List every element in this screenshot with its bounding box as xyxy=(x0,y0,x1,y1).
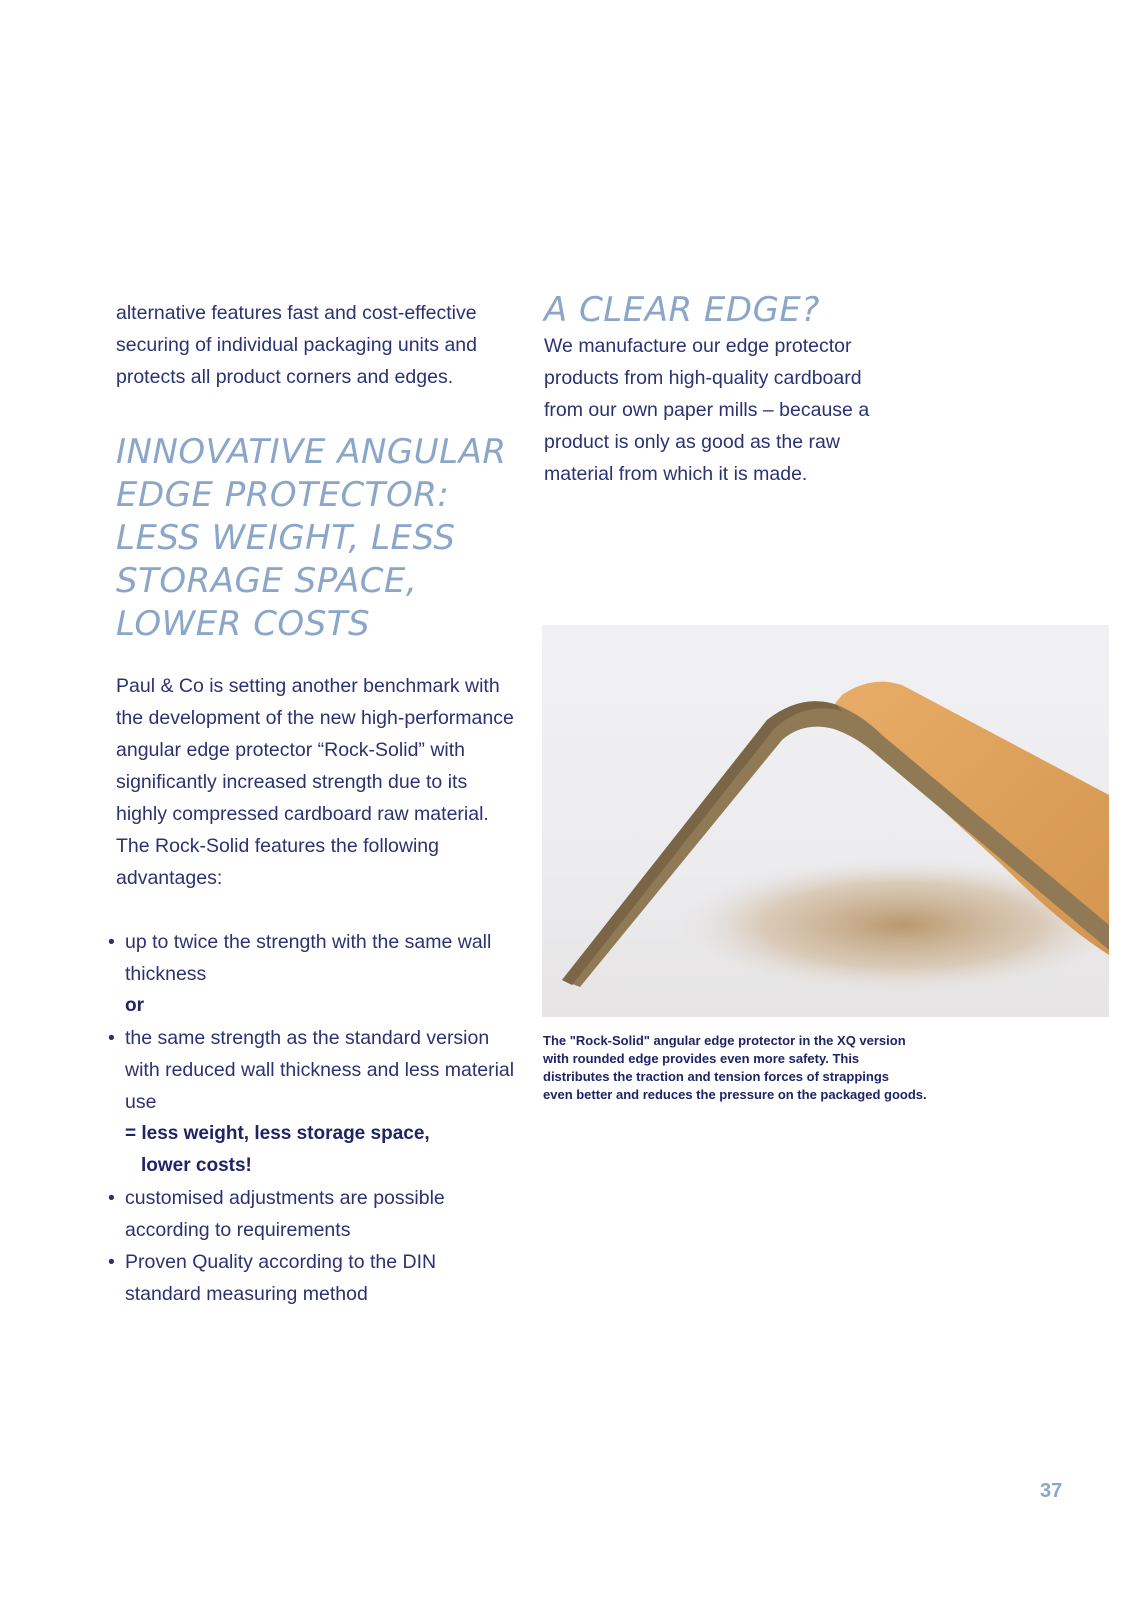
innovative-heading: INNOVATIVE ANGULAR EDGE PROTECTOR: LESS WEIGHT, LESS STORAGE SPACE, LOWER COSTS xyxy=(116,432,507,644)
edge-protector-photo xyxy=(542,625,1109,1017)
intro-paragraph: alternative features fast and cost-effective securing of individual packaging units and protects all product corners and edges. xyxy=(116,302,477,388)
page-number: 37 xyxy=(1040,1480,1063,1502)
bullet-text: the same strength as the standard version with reduced wall thickness and less material use xyxy=(125,1027,515,1113)
list-item xyxy=(108,926,516,990)
bullet-icon: • xyxy=(108,1187,115,1209)
clear-edge-heading: A CLEAR EDGE? xyxy=(544,290,820,330)
edge-protector-illustration xyxy=(542,625,1109,1017)
photo-caption xyxy=(543,1032,963,1104)
caption-line: with rounded edge provides even more safety. This xyxy=(543,1051,860,1066)
rock-solid-paragraph: Paul & Co is setting another benchmark with the development of the new high-performance angular edge protector “Rock-Solid” with significantly increased strength due to its highly compressed cardboard raw material. The Rock-Solid features the following advantages: xyxy=(116,675,514,889)
result-suffix: lower costs! xyxy=(141,1155,252,1176)
clear-edge-paragraph: We manufacture our edge protector products from high-quality cardboard from our own paper mills – because a product is only as good as the raw material from which it is made. xyxy=(544,335,870,485)
caption-line: distributes the traction and tension forces of strappings xyxy=(543,1069,889,1084)
left-column xyxy=(108,297,516,1310)
right-column xyxy=(544,290,904,490)
bullet-icon: • xyxy=(108,931,115,953)
bullet-icon: • xyxy=(108,1027,115,1049)
advantages-list-continued xyxy=(108,1022,516,1118)
or-label: or xyxy=(125,995,144,1016)
list-item xyxy=(108,1022,516,1118)
bullet-text: Proven Quality according to the DIN standard measuring method xyxy=(125,1251,437,1305)
bullet-icon: • xyxy=(108,1251,115,1273)
list-item xyxy=(108,1182,516,1246)
advantages-list-final xyxy=(108,1182,516,1310)
bullet-text: customised adjustments are possible according to requirements xyxy=(125,1187,445,1241)
result-statement xyxy=(108,1118,516,1182)
result-prefix: = less weight, less storage space, xyxy=(125,1123,430,1144)
caption-line: The "Rock-Solid" angular edge protector in the XQ version xyxy=(543,1033,906,1048)
list-item xyxy=(108,1246,516,1310)
advantages-list xyxy=(108,926,516,990)
caption-line: even better and reduces the pressure on the packaged goods. xyxy=(543,1087,927,1102)
bullet-text: up to twice the strength with the same wall thickness xyxy=(125,931,492,985)
